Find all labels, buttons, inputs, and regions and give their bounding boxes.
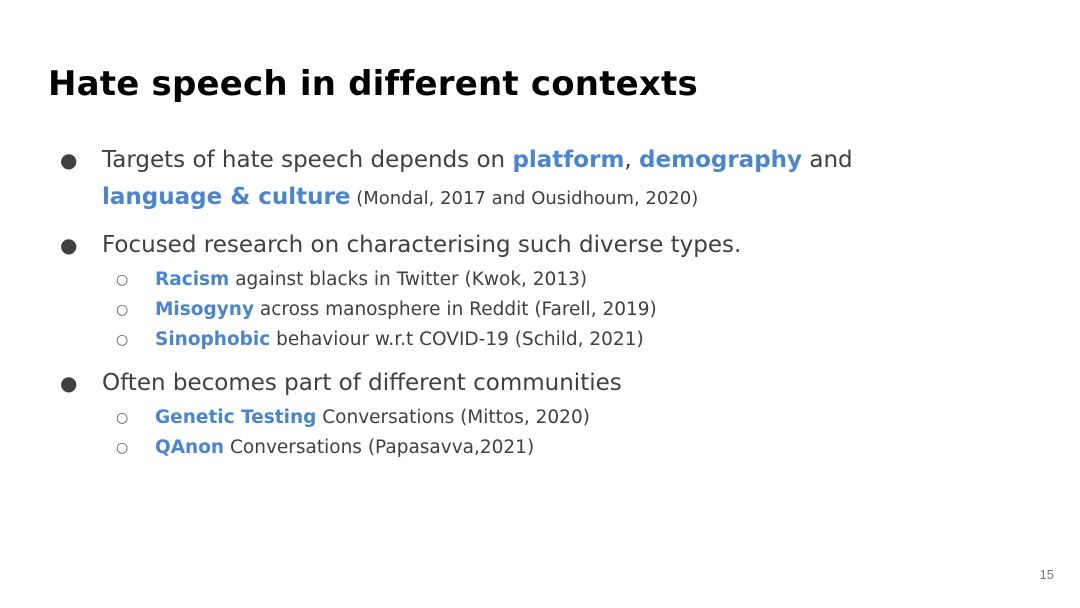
- highlight-term: demography: [639, 147, 803, 173]
- bullet-item: [56, 142, 956, 217]
- bullet-dot-icon: ●: [60, 148, 78, 172]
- highlight-term: Racism: [155, 269, 230, 290]
- sub-bullet-circle-icon: ○: [116, 410, 129, 426]
- sub-bullet-circle-icon: ○: [116, 440, 129, 456]
- sub-bullet-item: [56, 265, 956, 295]
- bullet-item: [56, 227, 956, 355]
- bullet-text: ,: [624, 147, 640, 173]
- sub-bullet-text: against blacks in Twitter (Kwok, 2013): [229, 269, 588, 290]
- bullet-dot-icon: ●: [60, 233, 78, 257]
- sub-bullet-text: Conversations (Mittos, 2020): [316, 407, 590, 428]
- bullet-text: Focused research on characterising such diverse types.: [102, 232, 742, 258]
- sub-bullet-text: Conversations (Papasavva,2021): [224, 437, 535, 458]
- sub-bullet-item: [56, 433, 956, 463]
- citation: (Mondal, 2017 and Ousidhoum, 2020): [350, 188, 699, 209]
- highlight-term: QAnon: [155, 437, 225, 458]
- page-number: 15: [1039, 567, 1054, 582]
- sub-bullet-circle-icon: ○: [116, 272, 129, 288]
- sub-bullet-text: across manosphere in Reddit (Farell, 2019): [254, 299, 657, 320]
- sub-bullet-item: [56, 325, 956, 355]
- bullet-text: Targets of hate speech depends on: [102, 147, 513, 173]
- sub-bullet-text: behaviour w.r.t COVID-19 (Schild, 2021): [270, 329, 644, 350]
- highlight-term: platform: [512, 147, 625, 173]
- sub-bullet-circle-icon: ○: [116, 332, 129, 348]
- highlight-term: Misogyny: [155, 299, 255, 320]
- bullet-dot-icon: ●: [60, 371, 78, 395]
- sub-bullet-item: [56, 403, 956, 433]
- sub-bullet-item: [56, 295, 956, 325]
- sub-bullet-list: [102, 265, 956, 355]
- slide-title: Hate speech in different contexts: [48, 64, 698, 104]
- sub-bullet-circle-icon: ○: [116, 302, 129, 318]
- bullet-text: and: [802, 147, 853, 173]
- sub-bullet-list: [102, 403, 956, 463]
- bullet-text: Often becomes part of different communities: [102, 370, 622, 396]
- bullet-list: [56, 142, 956, 463]
- highlight-term: Sinophobic: [155, 329, 271, 350]
- bullet-item: [56, 365, 956, 463]
- highlight-term: Genetic Testing: [155, 407, 317, 428]
- highlight-term: language & culture: [102, 184, 351, 210]
